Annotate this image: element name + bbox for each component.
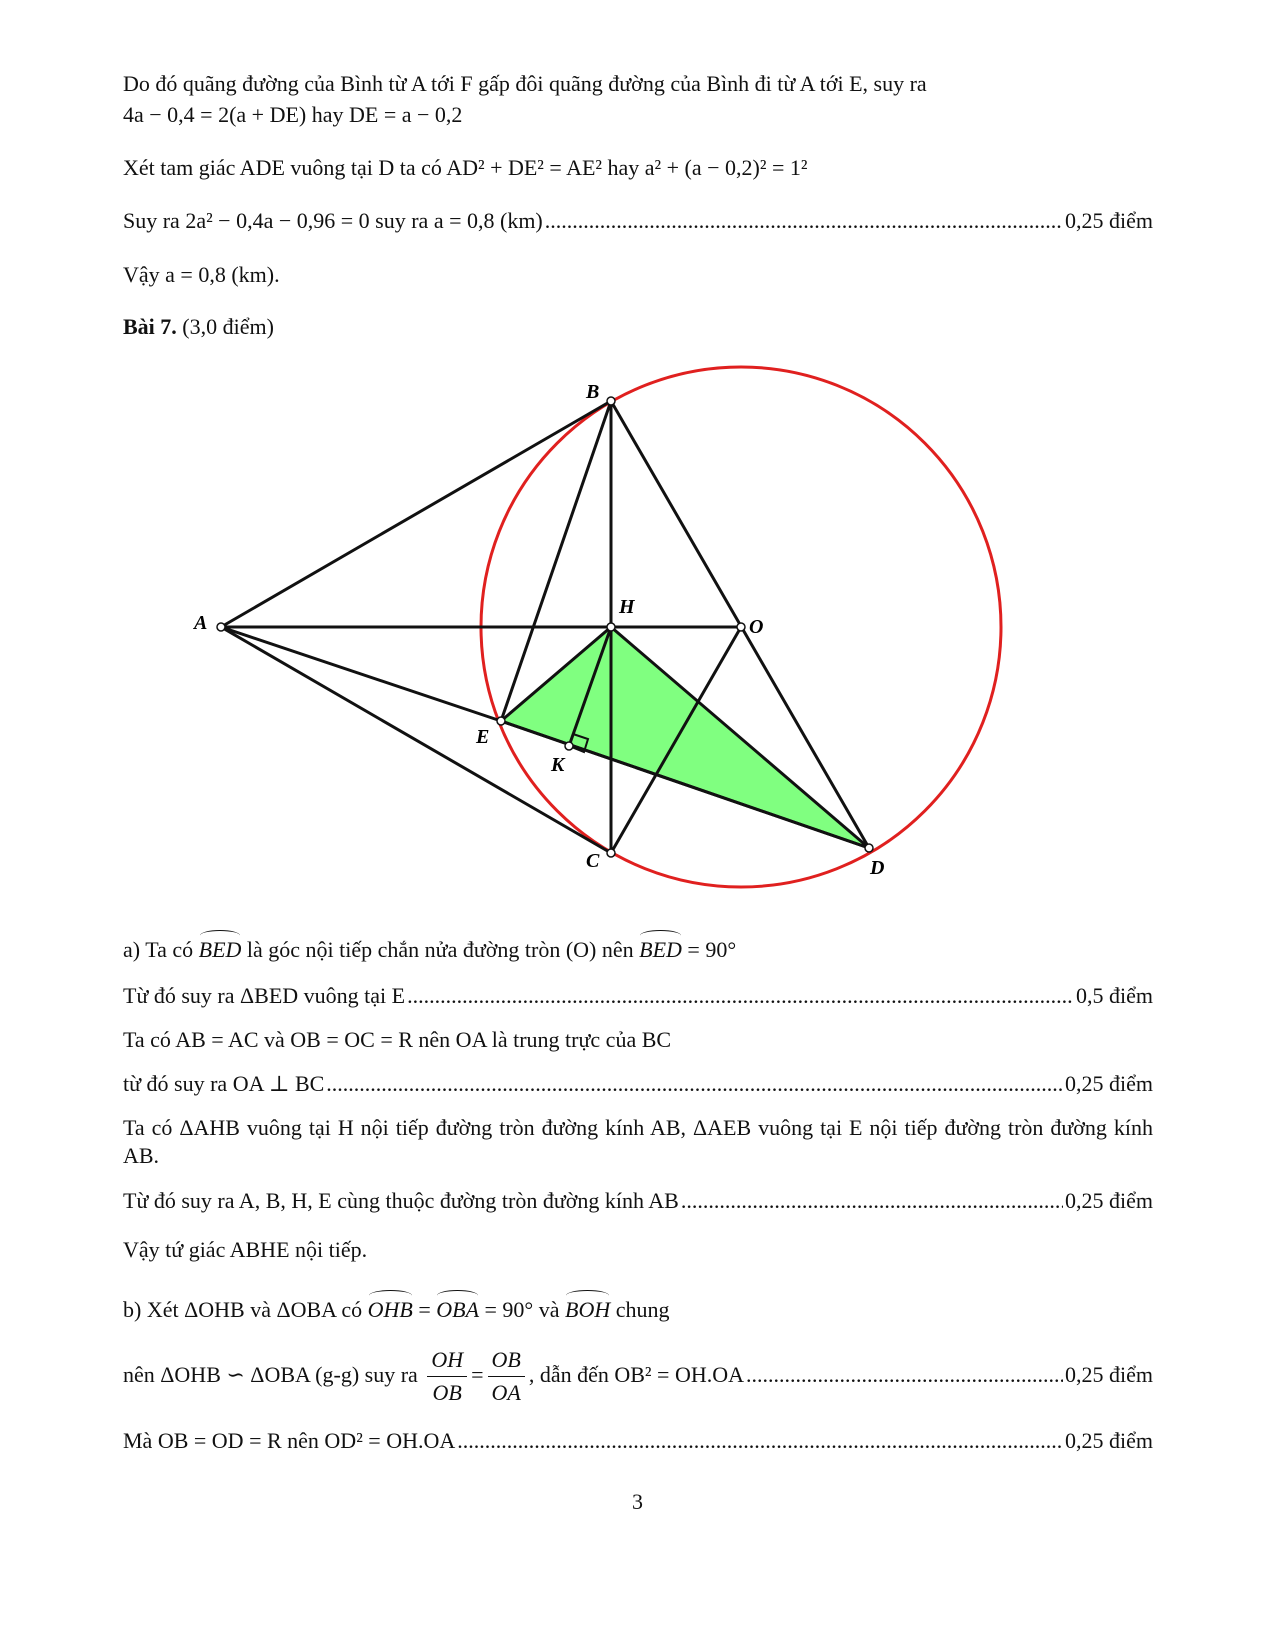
part-a-line-6: [123, 1187, 1153, 1215]
part-b-line-2: [123, 1340, 1153, 1410]
b1-eq: =: [418, 1297, 431, 1322]
a1-pre: a) Ta có: [123, 937, 194, 962]
label-D: D: [870, 857, 885, 879]
point-O: [737, 623, 745, 631]
point-C: [607, 849, 615, 857]
score-label: 0,25 điểm: [1065, 1071, 1153, 1096]
label-B: B: [586, 381, 600, 403]
score-label: 0,5 điểm: [1076, 983, 1153, 1008]
page-number: 3: [632, 1489, 643, 1514]
angle-BED-2: BED: [639, 930, 682, 964]
point-B: [607, 397, 615, 405]
point-D: [865, 844, 873, 852]
dot-leader: [681, 1187, 1063, 1215]
point-E: [497, 717, 505, 725]
problem-heading: [123, 313, 1153, 341]
score-label: 0,25 điểm: [1065, 1428, 1153, 1453]
b2-pre: nên ΔOHB ∽ ΔOBA (g-g) suy ra: [123, 1362, 418, 1387]
problem-title: Bài 7.: [123, 314, 177, 339]
segment-AB: [221, 401, 611, 627]
text-line-1: Do đó quãng đường của Bình từ A tới F gấp đôi quãng đường của Bình đi từ A tới E, suy ra: [123, 71, 927, 96]
fraction-OH-OB: [427, 1344, 467, 1409]
text-line-2: 4a − 0,4 = 2(a + DE) hay DE = a − 0,2: [123, 102, 463, 127]
label-O: O: [749, 616, 764, 638]
part-a-line-7: Vậy tứ giác ABHE nội tiếp.: [123, 1237, 368, 1262]
part-a-line-5: Ta có ΔAHB vuông tại H nội tiếp đường tròn đường kính AB, ΔAEB vuông tại E nội tiếp đường tròn đường kính AB.: [123, 1115, 1153, 1168]
a1-mid: là góc nội tiếp chắn nửa đường tròn (O) nên: [246, 937, 634, 962]
a2-content: Từ đó suy ra ΔBED vuông tại E: [123, 983, 406, 1008]
text-line-4: [123, 207, 1153, 235]
point-A: [217, 623, 225, 631]
dot-leader: [545, 207, 1063, 235]
label-A: A: [194, 612, 208, 634]
label-K: K: [551, 754, 565, 776]
text-line-4-content: Suy ra 2a² − 0,4a − 0,96 = 0 suy ra a = 0,8 (km): [123, 208, 543, 233]
b2-content: nên ΔOHB ∽ ΔOBA (g-g) suy ra $\frac{OH}{OB}$ = $\frac{OB}{OA}$ , dẫn đến OB² = OH.OA: [123, 1340, 744, 1410]
fraction-OB-OA: [488, 1344, 525, 1409]
a1-post: = 90°: [687, 937, 737, 962]
text-line-3: Xét tam giác ADE vuông tại D ta có AD² + DE² = AE² hay a² + (a − 0,2)² = 1²: [123, 155, 808, 180]
part-a-line-4: [123, 1070, 1153, 1098]
label-H: H: [619, 596, 635, 618]
angle-OBA: OBA: [436, 1290, 479, 1324]
fraction-numerator: OH: [427, 1344, 467, 1377]
b1-mid: = 90° và: [484, 1297, 560, 1322]
a6-content: Từ đó suy ra A, B, H, E cùng thuộc đường tròn đường kính AB: [123, 1188, 679, 1213]
angle-BOH: BOH: [565, 1290, 610, 1324]
triangle-EHD-fill: [501, 627, 869, 848]
part-a-line-1: [123, 930, 1153, 964]
dot-leader: [746, 1340, 1063, 1410]
b2-post: , dẫn đến OB² = OH.OA: [528, 1362, 744, 1387]
a4-content: từ đó suy ra OA ⊥ BC: [123, 1071, 325, 1096]
score-label: 0,25 điểm: [1065, 1188, 1153, 1213]
part-a-line-2: [123, 982, 1153, 1010]
dot-leader: [457, 1427, 1063, 1455]
fraction-denominator: OA: [491, 1380, 521, 1406]
text-line-5: Vậy a = 0,8 (km).: [123, 262, 280, 287]
b1-pre: b) Xét ΔOHB và ΔOBA có: [123, 1297, 363, 1322]
label-C: C: [586, 850, 600, 872]
b3-content: Mà OB = OD = R nên OD² = OH.OA: [123, 1428, 456, 1453]
dot-leader: [326, 1070, 1063, 1098]
part-b-line-3: [123, 1427, 1153, 1455]
fraction-numerator: OB: [488, 1344, 525, 1377]
label-E: E: [476, 726, 490, 748]
geometry-figure: [0, 350, 1275, 910]
point-H: [607, 623, 615, 631]
b1-post: chung: [615, 1297, 670, 1322]
angle-BED: BED: [199, 930, 242, 964]
score-label: 0,25 điểm: [1065, 1362, 1153, 1387]
part-a-line-3: Ta có AB = AC và OB = OC = R nên OA là trung trực của BC: [123, 1027, 672, 1052]
fraction-denominator: OB: [432, 1380, 462, 1406]
score-label: 0,25 điểm: [1065, 208, 1153, 233]
point-K: [565, 742, 573, 750]
problem-points: (3,0 điểm): [182, 314, 274, 339]
part-b-line-1: [123, 1290, 1153, 1324]
angle-OHB: OHB: [368, 1290, 413, 1324]
dot-leader: [407, 982, 1074, 1010]
